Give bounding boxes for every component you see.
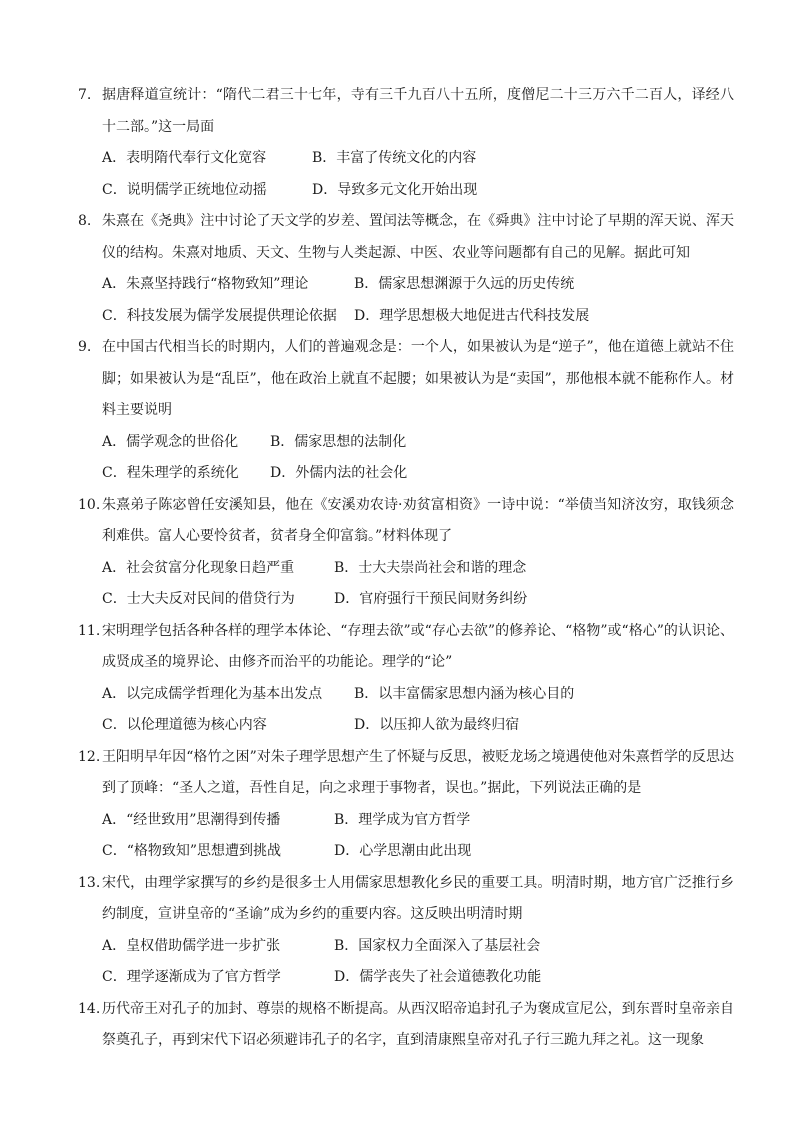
options bbox=[78, 427, 734, 490]
option-a: A．“经世致用”思潮得到传播 bbox=[102, 811, 281, 828]
question-number: 13. bbox=[78, 874, 101, 891]
option-c: C．说明儒学正统地位动摇 bbox=[102, 181, 267, 198]
option-a: A．社会贫富分化现象日趋严重 bbox=[102, 559, 295, 576]
option-d: D．心学思潮由此出现 bbox=[334, 843, 472, 859]
question-7 bbox=[78, 80, 734, 206]
option-c: C．理学逐渐成为了官方哲学 bbox=[102, 969, 281, 985]
option-d: D．理学思想极大地促进古代科技发展 bbox=[354, 307, 590, 324]
option-b: B．以丰富儒家思想内涵为核心目的 bbox=[354, 685, 575, 702]
option-c: C．程朱理学的系统化 bbox=[102, 465, 239, 481]
option-d: D．儒学丧失了社会道德教化功能 bbox=[334, 969, 542, 985]
option-c: C．以伦理道德为核心内容 bbox=[102, 717, 267, 733]
option-c: C．科技发展为儒学发展提供理论依据 bbox=[102, 307, 337, 324]
option-a: A．朱熹坚持践行“格物致知”理论 bbox=[102, 276, 309, 292]
question-13 bbox=[78, 868, 734, 994]
question-stem: 据唐释道宣统计：“隋代二君三十七年，寺有三千九百八十五所，度僧尼二十三万六千二百人，译经八十二部。”这一局面 bbox=[102, 87, 734, 135]
question-11 bbox=[78, 616, 734, 742]
question-stem: 宋代，由理学家撰写的乡约是很多士人用儒家思想教化乡民的重要工具。明清时期，地方官广泛推行乡约制度，宣讲皇帝的“圣谕”成为乡约的重要内容。这反映出明清时期 bbox=[102, 874, 734, 922]
option-a: A．皇权借助儒学进一步扩张 bbox=[102, 937, 281, 954]
option-a: A．儒学观念的世俗化 bbox=[102, 433, 239, 450]
question-14 bbox=[78, 994, 734, 1057]
options bbox=[78, 553, 734, 616]
options bbox=[78, 931, 734, 994]
question-number: 10. bbox=[78, 496, 101, 513]
question-number: 11. bbox=[78, 622, 101, 639]
question-number: 14. bbox=[78, 1000, 101, 1017]
options bbox=[78, 679, 734, 742]
option-a: A．以完成儒学哲理化为基本出发点 bbox=[102, 685, 323, 702]
question-number: 12. bbox=[78, 748, 101, 765]
options bbox=[78, 143, 734, 206]
option-b: B．儒家思想渊源于久远的历史传统 bbox=[354, 276, 575, 292]
option-d: D．导致多元文化开始出现 bbox=[312, 181, 478, 198]
question-9 bbox=[78, 332, 734, 490]
question-stem: 朱熹在《尧典》注中讨论了天文学的岁差、置闰法等概念，在《舜典》注中讨论了早期的浑天说、浑天仪的结构。朱熹对地质、天文、生物与人类起源、中医、农业等问题都有自己的见解。据此可知 bbox=[102, 213, 734, 261]
option-d: D．官府强行干预民间财务纠纷 bbox=[334, 591, 528, 607]
question-number: 9. bbox=[78, 339, 92, 355]
option-d: D．以压抑人欲为最终归宿 bbox=[354, 717, 520, 733]
option-d: D．外儒内法的社会化 bbox=[270, 465, 408, 481]
option-c: C．士大夫反对民间的借贷行为 bbox=[102, 591, 295, 607]
option-b: B．士大夫崇尚社会和谐的理念 bbox=[334, 559, 527, 576]
option-b: B．儒家思想的法制化 bbox=[270, 433, 407, 450]
option-b: B．理学成为官方哲学 bbox=[334, 811, 471, 828]
option-c: C．“格物致知”思想遭到挑战 bbox=[102, 843, 282, 859]
options bbox=[78, 269, 734, 332]
question-number: 7. bbox=[78, 87, 92, 103]
question-stem: 宋明理学包括各种各样的理学本体论、“存理去欲”或“存心去欲”的修养论、“格物”或“格心”的认识论、成贤成圣的境界论、由修齐而治平的功能论。理学的“论” bbox=[102, 622, 734, 670]
option-a: A．表明隋代奉行文化宽容 bbox=[102, 150, 267, 166]
option-b: B．国家权力全面深入了基层社会 bbox=[334, 937, 541, 954]
question-8 bbox=[78, 206, 734, 332]
question-stem: 在中国古代相当长的时期内，人们的普遍观念是：一个人，如果被认为是“逆子”，他在道德上就站不住脚；如果被认为是“乱臣”，他在政治上就直不起腰；如果被认为是“卖国”，那他根本就不能称作人。材料主要说明 bbox=[102, 339, 734, 418]
question-stem: 朱熹弟子陈宓曾任安溪知县，他在《安溪劝农诗·劝贫富相资》一诗中说：“举债当知济汝穷，取钱须念利难供。富人心要怜贫者，贫者身全仰富翁。”材料体现了 bbox=[102, 496, 734, 544]
option-b: B．丰富了传统文化的内容 bbox=[312, 150, 477, 166]
options bbox=[78, 805, 734, 868]
question-stem: 王阳明早年因“格竹之困”对朱子理学思想产生了怀疑与反思，被贬龙场之境遇使他对朱熹哲学的反思达到了顶峰：“圣人之道，吾性自足，向之求理于事物者，误也。”据此，下列说法正确的是 bbox=[102, 748, 734, 796]
question-10 bbox=[78, 490, 734, 616]
question-stem: 历代帝王对孔子的加封、尊崇的规格不断提高。从西汉昭帝追封孔子为褒成宣尼公，到东晋时皇帝亲自祭奠孔子，再到宋代下诏必须避讳孔子的名字，直到清康熙皇帝对孔子行三跪九拜之礼。这一现象 bbox=[102, 1000, 734, 1048]
question-12 bbox=[78, 742, 734, 868]
question-number: 8. bbox=[78, 213, 92, 229]
